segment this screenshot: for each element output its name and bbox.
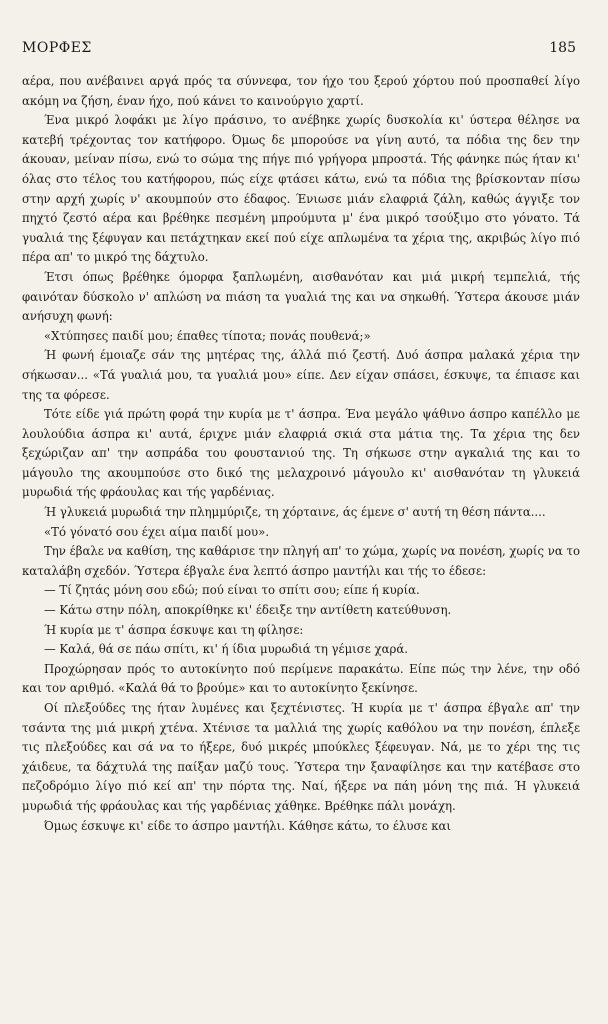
paragraph: — Κάτω στην πόλη, αποκρίθηκε κι' έδειξε την αντίθετη κατεύθυνση.: [44, 603, 452, 618]
paragraph: Ή φωνή έμοιαζε σάν της μητέρας της, άλλά πιό ζεστή. Δυό άσπρα μαλακά χέρια την σήκωσαν... «Τά γυαλιά μου, τα γυαλιά μου» είπε. Δεν είχαν σπάσει, έσκυψε, τα έπιασε και της τα φόρεσε.: [22, 348, 580, 402]
body-text: [22, 72, 580, 836]
journal-title: ΜΟΡΦΕΣ: [22, 40, 92, 56]
paragraph: «Χτύπησες παιδί μου; έπαθες τίποτα; πονάς πουθενά;»: [44, 328, 371, 343]
paragraph: Οί πλεξούδες της ήταν λυμένες και ξεχτένιστες. Ή κυρία με τ' άσπρα έβγαλε απ' την τσάντα της μιά μικρή χτένα. Χτένισε τα μαλλιά της χωρίς καθόλου να την πονέση, έπλεξε τις πλεξούδες και σά να το ήξερε, δυό μικρές μπούκλες ξέφευγαν. Νά, με το χέρι της τις χάιδευε, τα δάχτυλά της παίξαν μαζύ τους. Ύστερα την ξαναφίλησε και την κατέβασε στο πεζοδρόμιο λίγο πιό κεί απ' την πόρτα της. Ναί, ήξερε να πάη μόνη της πιά. Ή γλυκειά μυρωδιά τής φράουλας και τής γαρδένιας χάθηκε. Βρέθηκε πάλι μονάχη.: [22, 701, 580, 813]
paragraph: Ή γλυκειά μυρωδιά την πλημμύριζε, τη χόρταινε, άς έμενε σ' αυτή τη θέση πάντα....: [44, 505, 546, 520]
paragraph: «Τό γόνατό σου έχει αίμα παιδί μου».: [44, 524, 270, 539]
paragraph: Προχώρησαν πρός το αυτοκίνητο πού περίμενε παρακάτω. Είπε πώς την λένε, την οδό και τον αριθμό. «Καλά θά το βρούμε» και το αυτοκίνητο ξεκίνησε.: [22, 661, 580, 696]
paragraph: Ένα μικρό λοφάκι με λίγο πράσινο, το ανέβηκε χωρίς δυσκολία κι' ύστερα θέλησε να κατεβή τρέχοντας τον κατήφορο. Όμως δε μπορούσε να γίνη αυτό, τα πόδια της δεν την άκουαν, μείναν πίσω, ενώ το σώμα της πήγε πιό γρήγορα μπροστά. Τής φάνηκε πώς ήταν κι' όλας στο τέλος του κατήφορου, πώς είχε φτάσει κάτω, ενώ τα πόδια της βρίσκονταν πίσω στην αρχή χωρίς ν' ακουμπούν στο έδαφος. Ένιωσε μιάν ελαφριά ζάλη, καθώς άγγιξε τον πηχτό ζεστό αέρα και βρέθηκε πεσμένη μπρούμυτα μ' ένα μικρό τσούξιμο στο γόνατο. Τά γυαλιά της ξέφυγαν και πετάχτηκαν εκεί πού είχε απλωμένα τα χέρια της, ακριβώς λίγο πιό πέρα απ' το μικρό της δάχτυλο.: [22, 113, 580, 265]
paragraph: — Καλά, θά σε πάω σπίτι, κι' ή ίδια μυρωδιά τη γέμισε χαρά.: [44, 642, 408, 657]
page-number: 185: [549, 40, 576, 56]
paragraph: Όμως έσκυψε κι' είδε το άσπρο μαντήλι. Κάθησε κάτω, το έλυσε και: [44, 818, 452, 833]
paragraph: αέρα, που ανέβαινει αργά πρός τα σύννεφα, τον ήχο του ξερού χόρτου πού προσπαθεί λίγο ακόμη να ζήση, έναν ήχο, πού κάνει το καινούργιο χαρτί.: [22, 74, 580, 108]
paragraph: Την έβαλε να καθίση, της καθάρισε την πληγή απ' το χώμα, χωρίς να πονέση, χωρίς να το καταλάβη σχεδόν. Ύστερα έβγαλε ένα λεπτό άσπρο μαντήλι και τής το έδεσε:: [22, 544, 580, 578]
paragraph: Έτσι όπως βρέθηκε όμορφα ξαπλωμένη, αισθανόταν και μιά μικρή τεμπελιά, τής φαινόταν δύσκολο ν' απλώση να πιάση τα γυαλιά της και να σηκωθή. Ύστερα άκουσε μιάν ανήσυχη φωνή:: [22, 269, 580, 324]
paragraph: — Τί ζητάς μόνη σου εδώ; πού είναι το σπίτι σου; είπε ή κυρία.: [44, 583, 420, 598]
paragraph: Ή κυρία με τ' άσπρα έσκυψε και τη φίλησε:: [44, 622, 304, 637]
running-header: [22, 40, 580, 62]
paragraph: Τότε είδε γιά πρώτη φορά την κυρία με τ' άσπρα. Ένα μεγάλο ψάθινο άσπρο καπέλλο με λουλούδια άσπρα κι' αυτά, έριχνε μιάν ελαφριά σκιά στα μάτια της. Τα χέρια της δεν ξεχώριζαν απ' την ασπράδα του φουστανιού της. Τη σήκωσε στην αγκαλιά της και το μάγουλο της ακουμπούσε στο δικό της μελαχροινό μάγουλο κι' αισθανόταν τη γλυκειά μυρωδιά τής φράουλας και τής γαρδένιας.: [22, 407, 580, 500]
